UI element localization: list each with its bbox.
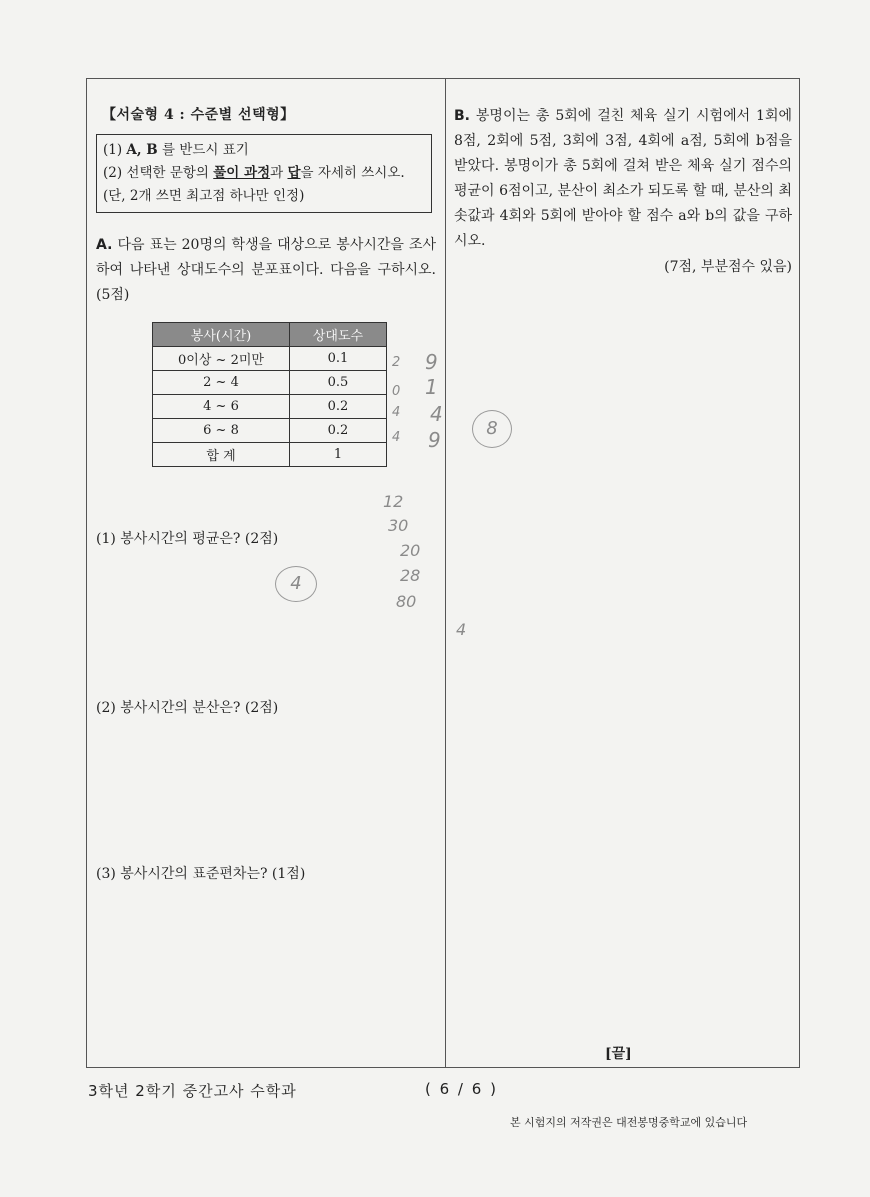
table-cell: 0.2 <box>290 395 387 419</box>
end-mark: [끝] <box>605 1046 632 1062</box>
page-number: ( 6 / 6 ) <box>425 1080 498 1098</box>
table-header-row <box>153 323 387 347</box>
table-header-hours: 봉사(시간) <box>153 323 290 347</box>
handwriting-mark: 4 <box>392 430 401 445</box>
rule-2-underline-1: 풀이 과정 <box>213 165 271 181</box>
table-cell: 0.5 <box>290 371 387 395</box>
copyright-notice: 본 시험지의 저작권은 대전봉명중학교에 있습니다 <box>510 1116 748 1129</box>
rule-2-underline-2: 답 <box>287 165 301 181</box>
handwriting-mark: 0 <box>392 384 401 399</box>
question-a <box>96 233 436 308</box>
rule-1 <box>103 139 425 162</box>
table-cell: 0.2 <box>290 419 387 443</box>
handwriting-calc: 30 <box>388 516 409 535</box>
question-a-text: 다음 표는 20명의 학생을 대상으로 봉사시간을 조사하여 나타낸 상대도수의 분포표이다. 다음을 구하시오. (5점) <box>96 237 436 303</box>
rule-1-prefix: (1) <box>103 142 127 158</box>
table-cell: 6 ~ 8 <box>153 419 290 443</box>
handwriting-mark: 2 <box>392 355 401 370</box>
circled-answer-a: 4 <box>275 566 317 602</box>
table-row <box>153 419 387 443</box>
table-row <box>153 371 387 395</box>
column-divider <box>445 78 446 1068</box>
question-b-label: B. <box>454 108 470 124</box>
rule-2-suffix: 을 자세히 쓰시오. (단, 2개 쓰면 최고점 하나만 인정) <box>103 165 405 204</box>
table-header-relative-frequency: 상대도수 <box>290 323 387 347</box>
frequency-table <box>152 322 387 467</box>
table-row <box>153 347 387 371</box>
handwriting-calc: 28 <box>400 566 421 585</box>
rule-2-mid: 과 <box>270 165 288 181</box>
rule-2-prefix: (2) 선택한 문항의 <box>103 165 214 181</box>
table-cell: 1 <box>290 443 387 467</box>
rule-1-bold: A, B <box>126 142 158 158</box>
question-a-sub-2: (2) 봉사시간의 분산은? (2점) <box>96 700 279 716</box>
left-column <box>96 104 436 467</box>
table-total-row <box>153 443 387 467</box>
instructions-box <box>96 134 432 213</box>
handwriting-mark: 1 <box>425 375 438 399</box>
table-cell: 합 계 <box>153 443 290 467</box>
table-row <box>153 395 387 419</box>
table-cell: 4 ~ 6 <box>153 395 290 419</box>
question-b-text: 봉명이는 총 5회에 걸친 체육 실기 시험에서 1회에 8점, 2회에 5점, 3회에 3점, 4회에 a점, 5회에 b점을 받았다. 봉명이가 총 5회에 걸쳐 받은 체육 실기 점수의 평균이 6점이고, 분산이 최소가 되도록 할 때, 분산의 최솟값과 4회와 5회에 받아야 할 점수 a와 b의 값을 구하시오. <box>454 108 792 249</box>
handwriting-mark: 4 <box>456 620 467 639</box>
question-b-score: (7점, 부분점수 있음) <box>664 259 792 275</box>
table-cell: 0이상 ~ 2미만 <box>153 347 290 371</box>
table-cell: 0.1 <box>290 347 387 371</box>
question-a-sub-3: (3) 봉사시간의 표준편차는? (1점) <box>96 866 306 882</box>
right-column <box>454 104 792 276</box>
question-b <box>454 104 792 254</box>
handwriting-mark: 9 <box>428 428 441 452</box>
question-a-label: A. <box>96 237 113 253</box>
rule-2 <box>103 162 425 208</box>
section-title: 【서술형 4 : 수준별 선택형】 <box>102 107 295 123</box>
table-cell: 2 ~ 4 <box>153 371 290 395</box>
handwriting-mark: 4 <box>430 402 443 426</box>
exam-title: 3학년 2학기 중간고사 수학과 <box>88 1082 297 1100</box>
question-a-sub-1: (1) 봉사시간의 평균은? (2점) <box>96 531 279 547</box>
circled-answer-b: 8 <box>472 410 512 448</box>
handwriting-calc: 12 <box>383 492 404 511</box>
handwriting-calc: 80 <box>396 592 417 611</box>
handwriting-calc: 20 <box>400 541 421 560</box>
handwriting-mark: 4 <box>392 405 401 420</box>
rule-1-suffix: 를 반드시 표기 <box>157 142 249 158</box>
handwriting-mark: 9 <box>425 350 438 374</box>
